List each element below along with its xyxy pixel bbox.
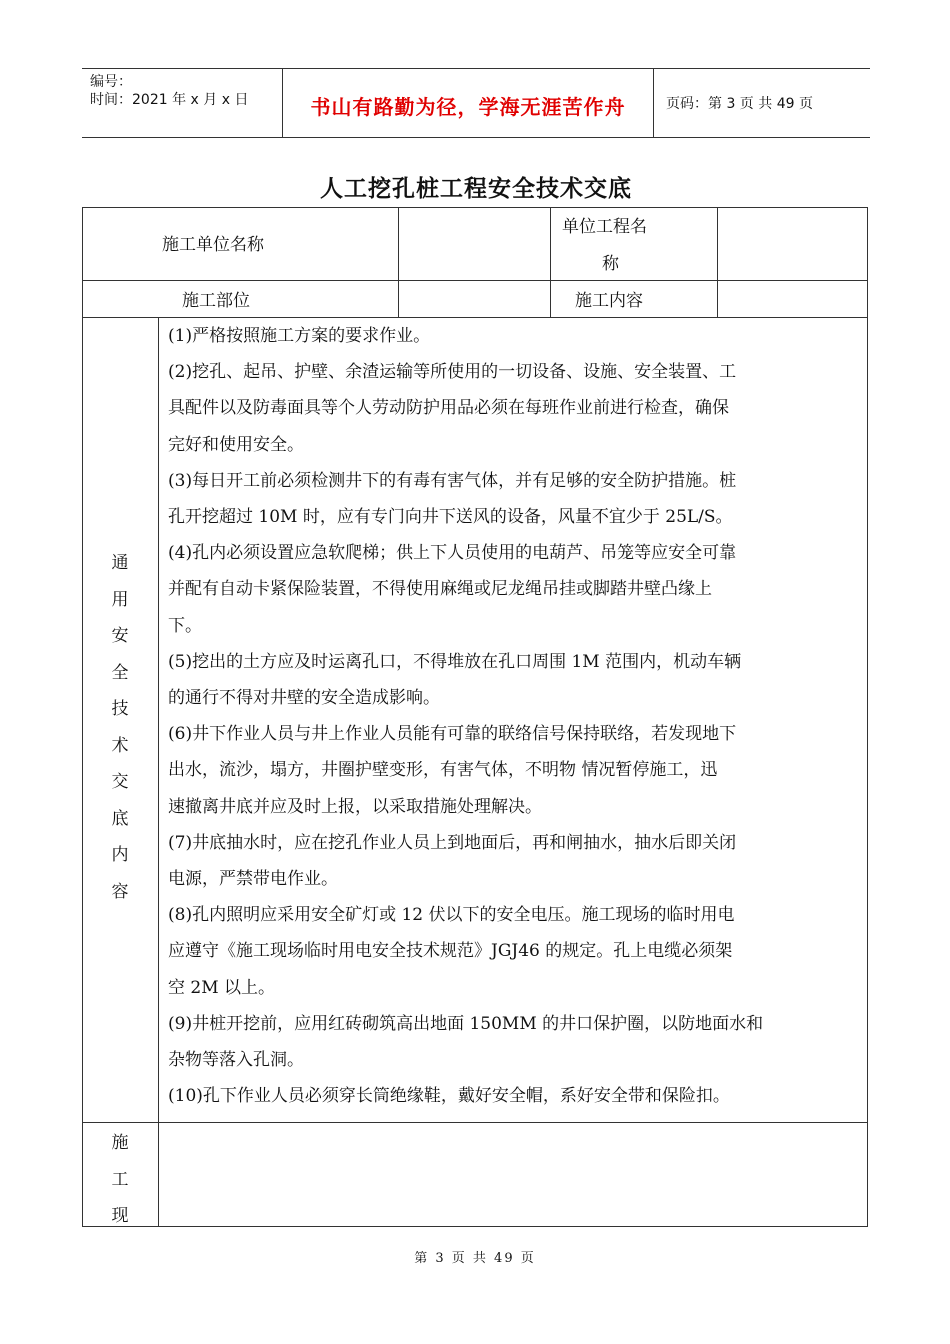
section-char: 底 bbox=[111, 808, 129, 829]
part-label: 施工部位 bbox=[182, 291, 250, 311]
section-char: 技 bbox=[111, 699, 129, 719]
content-line: 出水，流沙，塌方，井圈护壁变形，有害气体，不明物 情况暂停施工，迅 bbox=[168, 760, 718, 781]
content-line: 空 2M 以上。 bbox=[168, 977, 276, 998]
project-name-label-line1: 单位工程名 bbox=[562, 217, 647, 237]
content-line: 的通行不得对井壁的安全造成影响。 bbox=[168, 688, 440, 709]
content-line: (3)每日开工前必须检测井下的有毒有害气体，并有足够的安全防护措施。桩 bbox=[168, 470, 737, 491]
section-char: 交 bbox=[111, 772, 129, 792]
site-label-vertical bbox=[82, 1125, 158, 1235]
section-char: 内 bbox=[111, 845, 129, 865]
unit-name-label: 施工单位名称 bbox=[162, 235, 264, 255]
content-line: (8)孔内照明应采用安全矿灯或 12 伏以下的安全电压。施工现场的临时用电 bbox=[168, 905, 735, 926]
content-line: 完好和使用安全。 bbox=[168, 434, 304, 455]
content-line: 下。 bbox=[168, 615, 202, 636]
section-char: 全 bbox=[111, 662, 129, 683]
content-line: (10)孔下作业人员必须穿长筒绝缘鞋，戴好安全帽，系好安全带和保险扣。 bbox=[168, 1086, 730, 1107]
col-divider bbox=[550, 207, 551, 318]
content-line: 并配有自动卡紧保险装置，不得使用麻绳或尼龙绳吊挂或脚踏井壁凸缘上 bbox=[168, 579, 712, 600]
col-divider bbox=[398, 207, 399, 318]
header-meta bbox=[82, 69, 282, 137]
section-label-vertical bbox=[82, 545, 158, 910]
section-char: 用 bbox=[111, 589, 129, 610]
section-char: 安 bbox=[111, 626, 129, 646]
content-line: (1)严格按照施工方案的要求作业。 bbox=[168, 326, 431, 346]
section-char: 通 bbox=[111, 553, 129, 573]
motto: 书山有路勤为径，学海无涯苦作舟 bbox=[310, 95, 626, 119]
content-line: (2)挖孔、起吊、护壁、余渣运输等所使用的一切设备、设施、安全装置、工 bbox=[168, 362, 737, 383]
number-label: 编号： bbox=[90, 74, 132, 90]
section-char: 容 bbox=[111, 881, 129, 902]
content-line: (5)挖出的土方应及时运离孔口，不得堆放在孔口周围 1M 范围内，机动车辆 bbox=[168, 651, 742, 672]
content-line: 应遵守《施工现场临时用电安全技术规范》JGJ46 的规定。孔上电缆必须架 bbox=[168, 941, 733, 962]
content-line: (9)井桩开挖前，应用红砖砌筑高出地面 150MM 的井口保护圈，以防地面水和 bbox=[168, 1013, 764, 1034]
site-char: 工 bbox=[111, 1169, 129, 1190]
page-footer: 第 3 页 共 49 页 bbox=[414, 1251, 536, 1266]
disclosure-content bbox=[168, 318, 858, 1114]
col-divider bbox=[717, 207, 718, 318]
content-line: 孔开挖超过 10M 时，应有专门向井下送风的设备，风量不宜少于 25L/S。 bbox=[168, 507, 733, 528]
content-label: 施工内容 bbox=[575, 291, 643, 311]
row-divider bbox=[82, 280, 868, 281]
section-char: 术 bbox=[111, 735, 129, 756]
col-divider bbox=[158, 317, 159, 1227]
content-line: (4)孔内必须设置应急软爬梯；供上下人员使用的电葫芦、吊笼等应安全可靠 bbox=[168, 543, 737, 564]
row-divider bbox=[82, 1122, 868, 1123]
content-line: 具配件以及防毒面具等个人劳动防护用品必须在每班作业前进行检查，确保 bbox=[168, 398, 729, 419]
header-motto-cell bbox=[282, 69, 654, 137]
page-title: 人工挖孔桩工程安全技术交底 bbox=[320, 176, 632, 202]
content-line: 杂物等落入孔洞。 bbox=[168, 1050, 304, 1071]
content-line: 速撤离井底并应及时上报，以采取措施处理解决。 bbox=[168, 796, 542, 817]
content-line: 电源，严禁带电作业。 bbox=[168, 869, 338, 890]
project-name-label-line2: 称 bbox=[602, 254, 619, 274]
document-header bbox=[82, 68, 870, 138]
site-char: 现 bbox=[111, 1206, 129, 1226]
site-char: 施 bbox=[111, 1133, 129, 1153]
content-line: (6)井下作业人员与井上作业人员能有可靠的联络信号保持联络，若发现地下 bbox=[168, 724, 737, 745]
page-indicator: 页码：第 3 页 共 49 页 bbox=[666, 96, 813, 112]
content-line: (7)井底抽水时，应在挖孔作业人员上到地面后，再和闸抽水，抽水后即关闭 bbox=[168, 832, 737, 853]
time-label: 时间：2021 年 x 月 x 日 bbox=[90, 92, 249, 108]
